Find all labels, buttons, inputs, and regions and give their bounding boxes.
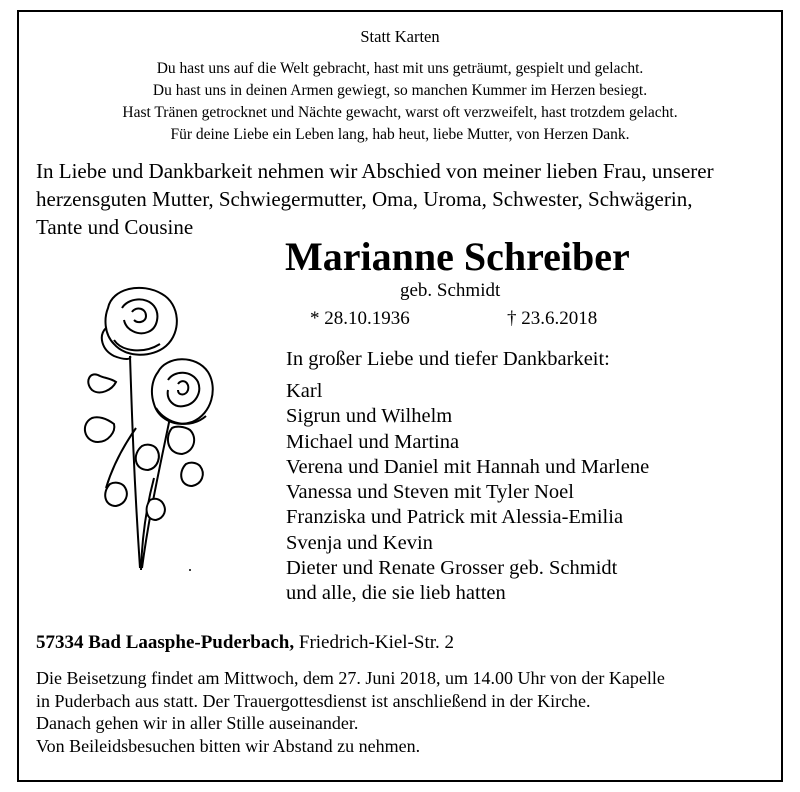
list-item: Franziska und Patrick mit Alessia-Emilia bbox=[286, 506, 624, 529]
list-item: Verena und Daniel mit Hannah und Marlene bbox=[286, 455, 650, 478]
funeral-info bbox=[36, 667, 665, 757]
deceased-name: Marianne Schreiber bbox=[285, 234, 630, 279]
address bbox=[36, 632, 454, 654]
intro-line: herzensguten Mutter, Schwiegermutter, Oma, Uroma, Schwester, Schwägerin, bbox=[36, 187, 693, 211]
verse-line: Für deine Liebe ein Leben lang, hab heut, liebe Mutter, von Herzen Dank. bbox=[170, 126, 630, 143]
list-item: Svenja und Kevin bbox=[286, 531, 433, 554]
info-line: Danach gehen wir in aller Stille auseinander. bbox=[36, 713, 359, 734]
verse-line: Du hast uns auf die Welt gebracht, hast mit uns geträumt, gespielt und gelacht. bbox=[156, 60, 644, 77]
verse-line: Du hast uns in deinen Armen gewiegt, so manchen Kummer im Herzen besiegt. bbox=[152, 82, 648, 99]
birth-date: * 28.10.1936 bbox=[310, 308, 410, 329]
mourners-list bbox=[286, 379, 649, 607]
list-item: Michael und Martina bbox=[286, 430, 460, 453]
verse-line: Hast Tränen getrocknet und Nächte gewacht, warst oft verzweifelt, hast trotzdem gelacht. bbox=[122, 104, 678, 121]
mourners-heading: In großer Liebe und tiefer Dankbarkeit: bbox=[286, 348, 610, 370]
list-item: Vanessa und Steven mit Tyler Noel bbox=[286, 481, 574, 504]
list-item: Karl bbox=[286, 380, 323, 402]
statt-karten-heading: Statt Karten bbox=[360, 27, 440, 46]
intro-line: In Liebe und Dankbarkeit nehmen wir Abschied von meiner lieben Frau, unserer bbox=[36, 159, 714, 183]
info-line: Von Beileidsbesuchen bitten wir Abstand zu nehmen. bbox=[36, 735, 421, 756]
intro-line: Tante und Cousine bbox=[36, 215, 194, 239]
verse bbox=[0, 58, 800, 146]
list-item: Sigrun und Wilhelm bbox=[286, 405, 453, 428]
roses-icon bbox=[62, 278, 222, 588]
maiden-name: geb. Schmidt bbox=[400, 280, 501, 301]
intro-text bbox=[36, 157, 714, 241]
info-line: in Puderbach aus statt. Der Trauergottesdienst ist anschließend in der Kirche. bbox=[36, 690, 591, 711]
list-item: und alle, die sie lieb hatten bbox=[286, 582, 506, 605]
list-item: Dieter und Renate Grosser geb. Schmidt bbox=[286, 557, 618, 580]
info-line: Die Beisetzung findet am Mittwoch, dem 27. Juni 2018, um 14.00 Uhr von der Kapelle bbox=[36, 668, 665, 688]
death-date: † 23.6.2018 bbox=[507, 308, 598, 329]
address-street: Friedrich-Kiel-Str. 2 bbox=[298, 632, 455, 653]
address-place: 57334 Bad Laasphe-Puderbach, bbox=[36, 632, 295, 653]
